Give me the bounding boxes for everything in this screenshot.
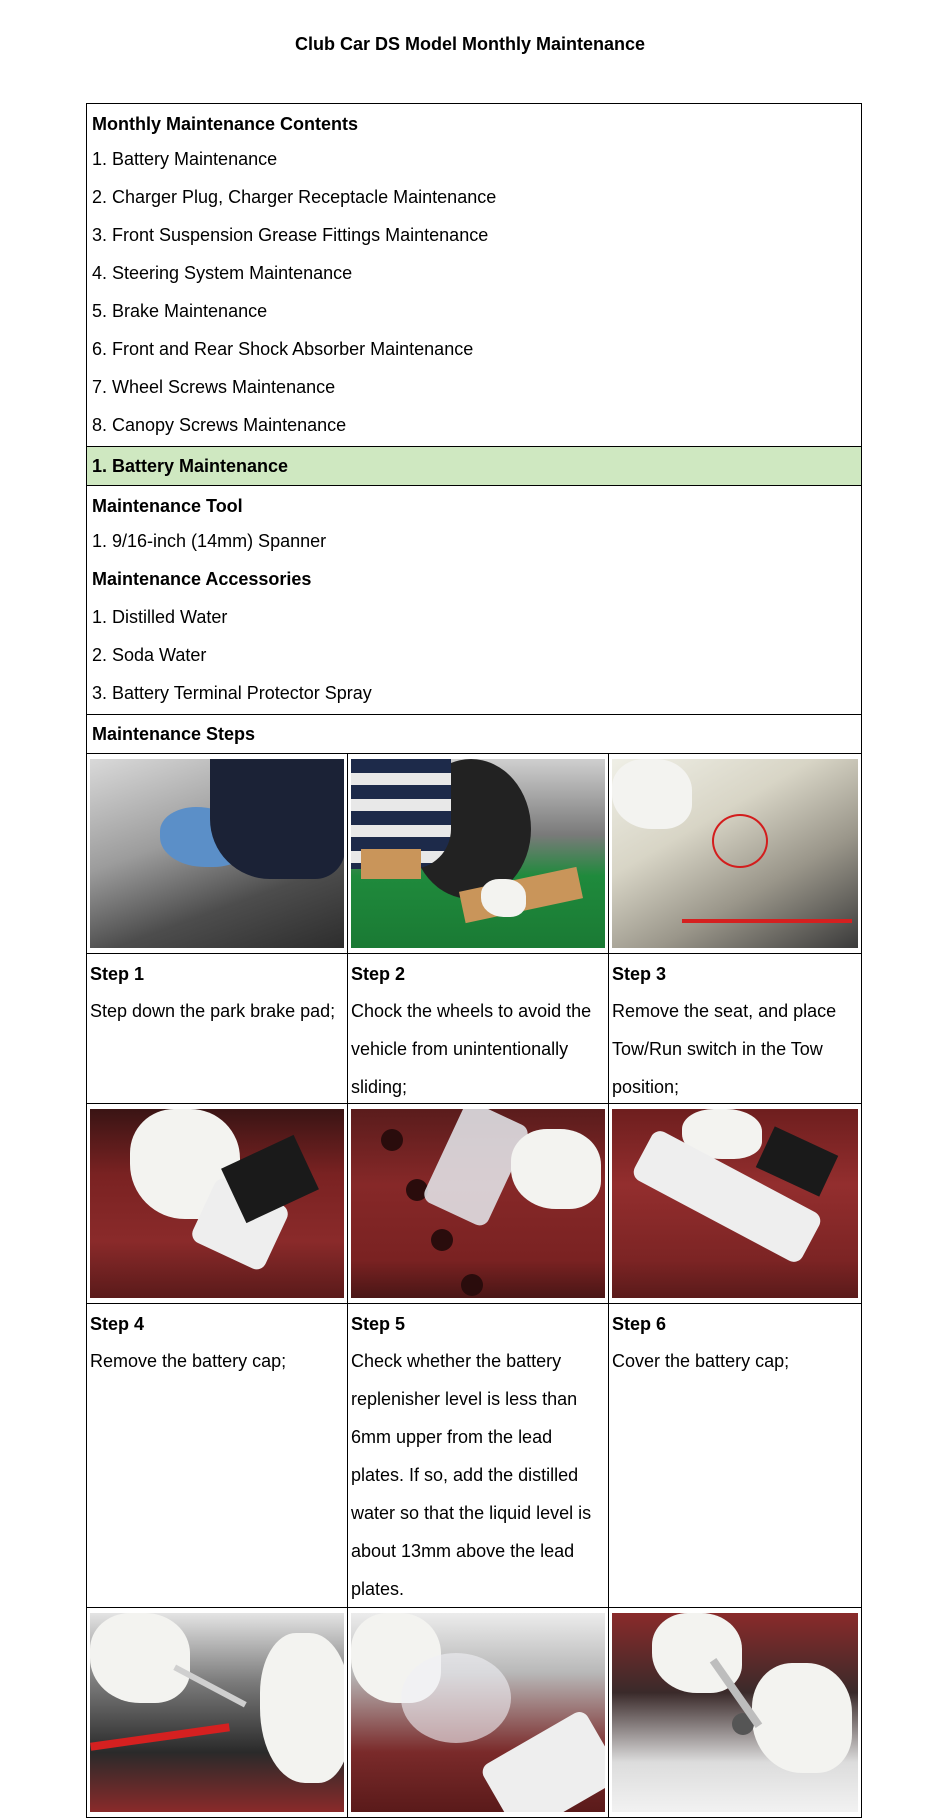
contents-heading: Monthly Maintenance Contents <box>92 114 359 134</box>
steps-grid <box>87 754 861 1818</box>
step-9-photo <box>612 1613 858 1812</box>
step-2-photo <box>351 759 605 948</box>
step-9-photo-cell <box>609 1608 861 1818</box>
step-4-label: Step 4 <box>90 1314 145 1334</box>
step-3-label: Step 3 <box>612 964 667 984</box>
step-6-label: Step 6 <box>612 1314 667 1334</box>
step-4-cell <box>87 1304 348 1608</box>
step-6-cell <box>609 1304 861 1608</box>
accessory-item: 2. Soda Water <box>92 645 207 665</box>
step-6-text: Cover the battery cap; <box>612 1351 790 1371</box>
accessory-item: 1. Distilled Water <box>92 607 228 627</box>
step-2-label: Step 2 <box>351 964 406 984</box>
contents-item: 4. Steering System Maintenance <box>92 263 353 283</box>
contents-section <box>87 104 861 447</box>
step-2-text: Chock the wheels to avoid the vehicle from unintentionally sliding; <box>351 1001 592 1097</box>
step-3-photo-cell <box>609 754 861 954</box>
step-1-photo-cell <box>87 754 348 954</box>
step-5-cell <box>348 1304 609 1608</box>
step-6-photo <box>612 1109 858 1298</box>
tool-item: 1. 9/16-inch (14mm) Spanner <box>92 531 327 551</box>
contents-item: 1. Battery Maintenance <box>92 149 278 169</box>
contents-item: 5. Brake Maintenance <box>92 301 268 321</box>
contents-item: 3. Front Suspension Grease Fittings Maintenance <box>92 225 489 245</box>
contents-item: 7. Wheel Screws Maintenance <box>92 377 336 397</box>
contents-item: 2. Charger Plug, Charger Receptacle Maintenance <box>92 187 497 207</box>
step-5-text: Check whether the battery replenisher level is less than 6mm upper from the lead plates. If so, add the distilled water so that the liquid level is about 13mm above the lead plates. <box>351 1351 592 1599</box>
steps-heading: Maintenance Steps <box>87 715 861 754</box>
accessories-heading: Maintenance Accessories <box>92 569 312 589</box>
step-3-text: Remove the seat, and place Tow/Run switch in the Tow position; <box>612 1001 837 1097</box>
contents-item: 6. Front and Rear Shock Absorber Maintenance <box>92 339 474 359</box>
step-5-photo-cell <box>348 1104 609 1304</box>
step-4-photo-cell <box>87 1104 348 1304</box>
contents-item: 8. Canopy Screws Maintenance <box>92 415 347 435</box>
page-title: Club Car DS Model Monthly Maintenance <box>294 34 646 54</box>
step-3-photo <box>612 759 858 948</box>
step-5-label: Step 5 <box>351 1314 406 1334</box>
step-2-cell <box>348 954 609 1104</box>
accessory-item: 3. Battery Terminal Protector Spray <box>92 683 372 703</box>
step-7-photo-cell <box>87 1608 348 1818</box>
step-4-text: Remove the battery cap; <box>90 1351 287 1371</box>
step-2-photo-cell <box>348 754 609 954</box>
step-1-cell <box>87 954 348 1104</box>
battery-maintenance-heading: 1. Battery Maintenance <box>87 447 861 486</box>
step-7-photo <box>90 1613 344 1812</box>
tools-section <box>87 486 861 715</box>
step-6-photo-cell <box>609 1104 861 1304</box>
step-5-photo <box>351 1109 605 1298</box>
step-8-photo-cell <box>348 1608 609 1818</box>
step-1-text: Step down the park brake pad; <box>90 1001 336 1021</box>
maintenance-table <box>86 103 862 1818</box>
step-1-label: Step 1 <box>90 964 145 984</box>
step-3-cell <box>609 954 861 1104</box>
step-1-photo <box>90 759 344 948</box>
step-8-photo <box>351 1613 605 1812</box>
tool-heading: Maintenance Tool <box>92 496 243 516</box>
step-4-photo <box>90 1109 344 1298</box>
